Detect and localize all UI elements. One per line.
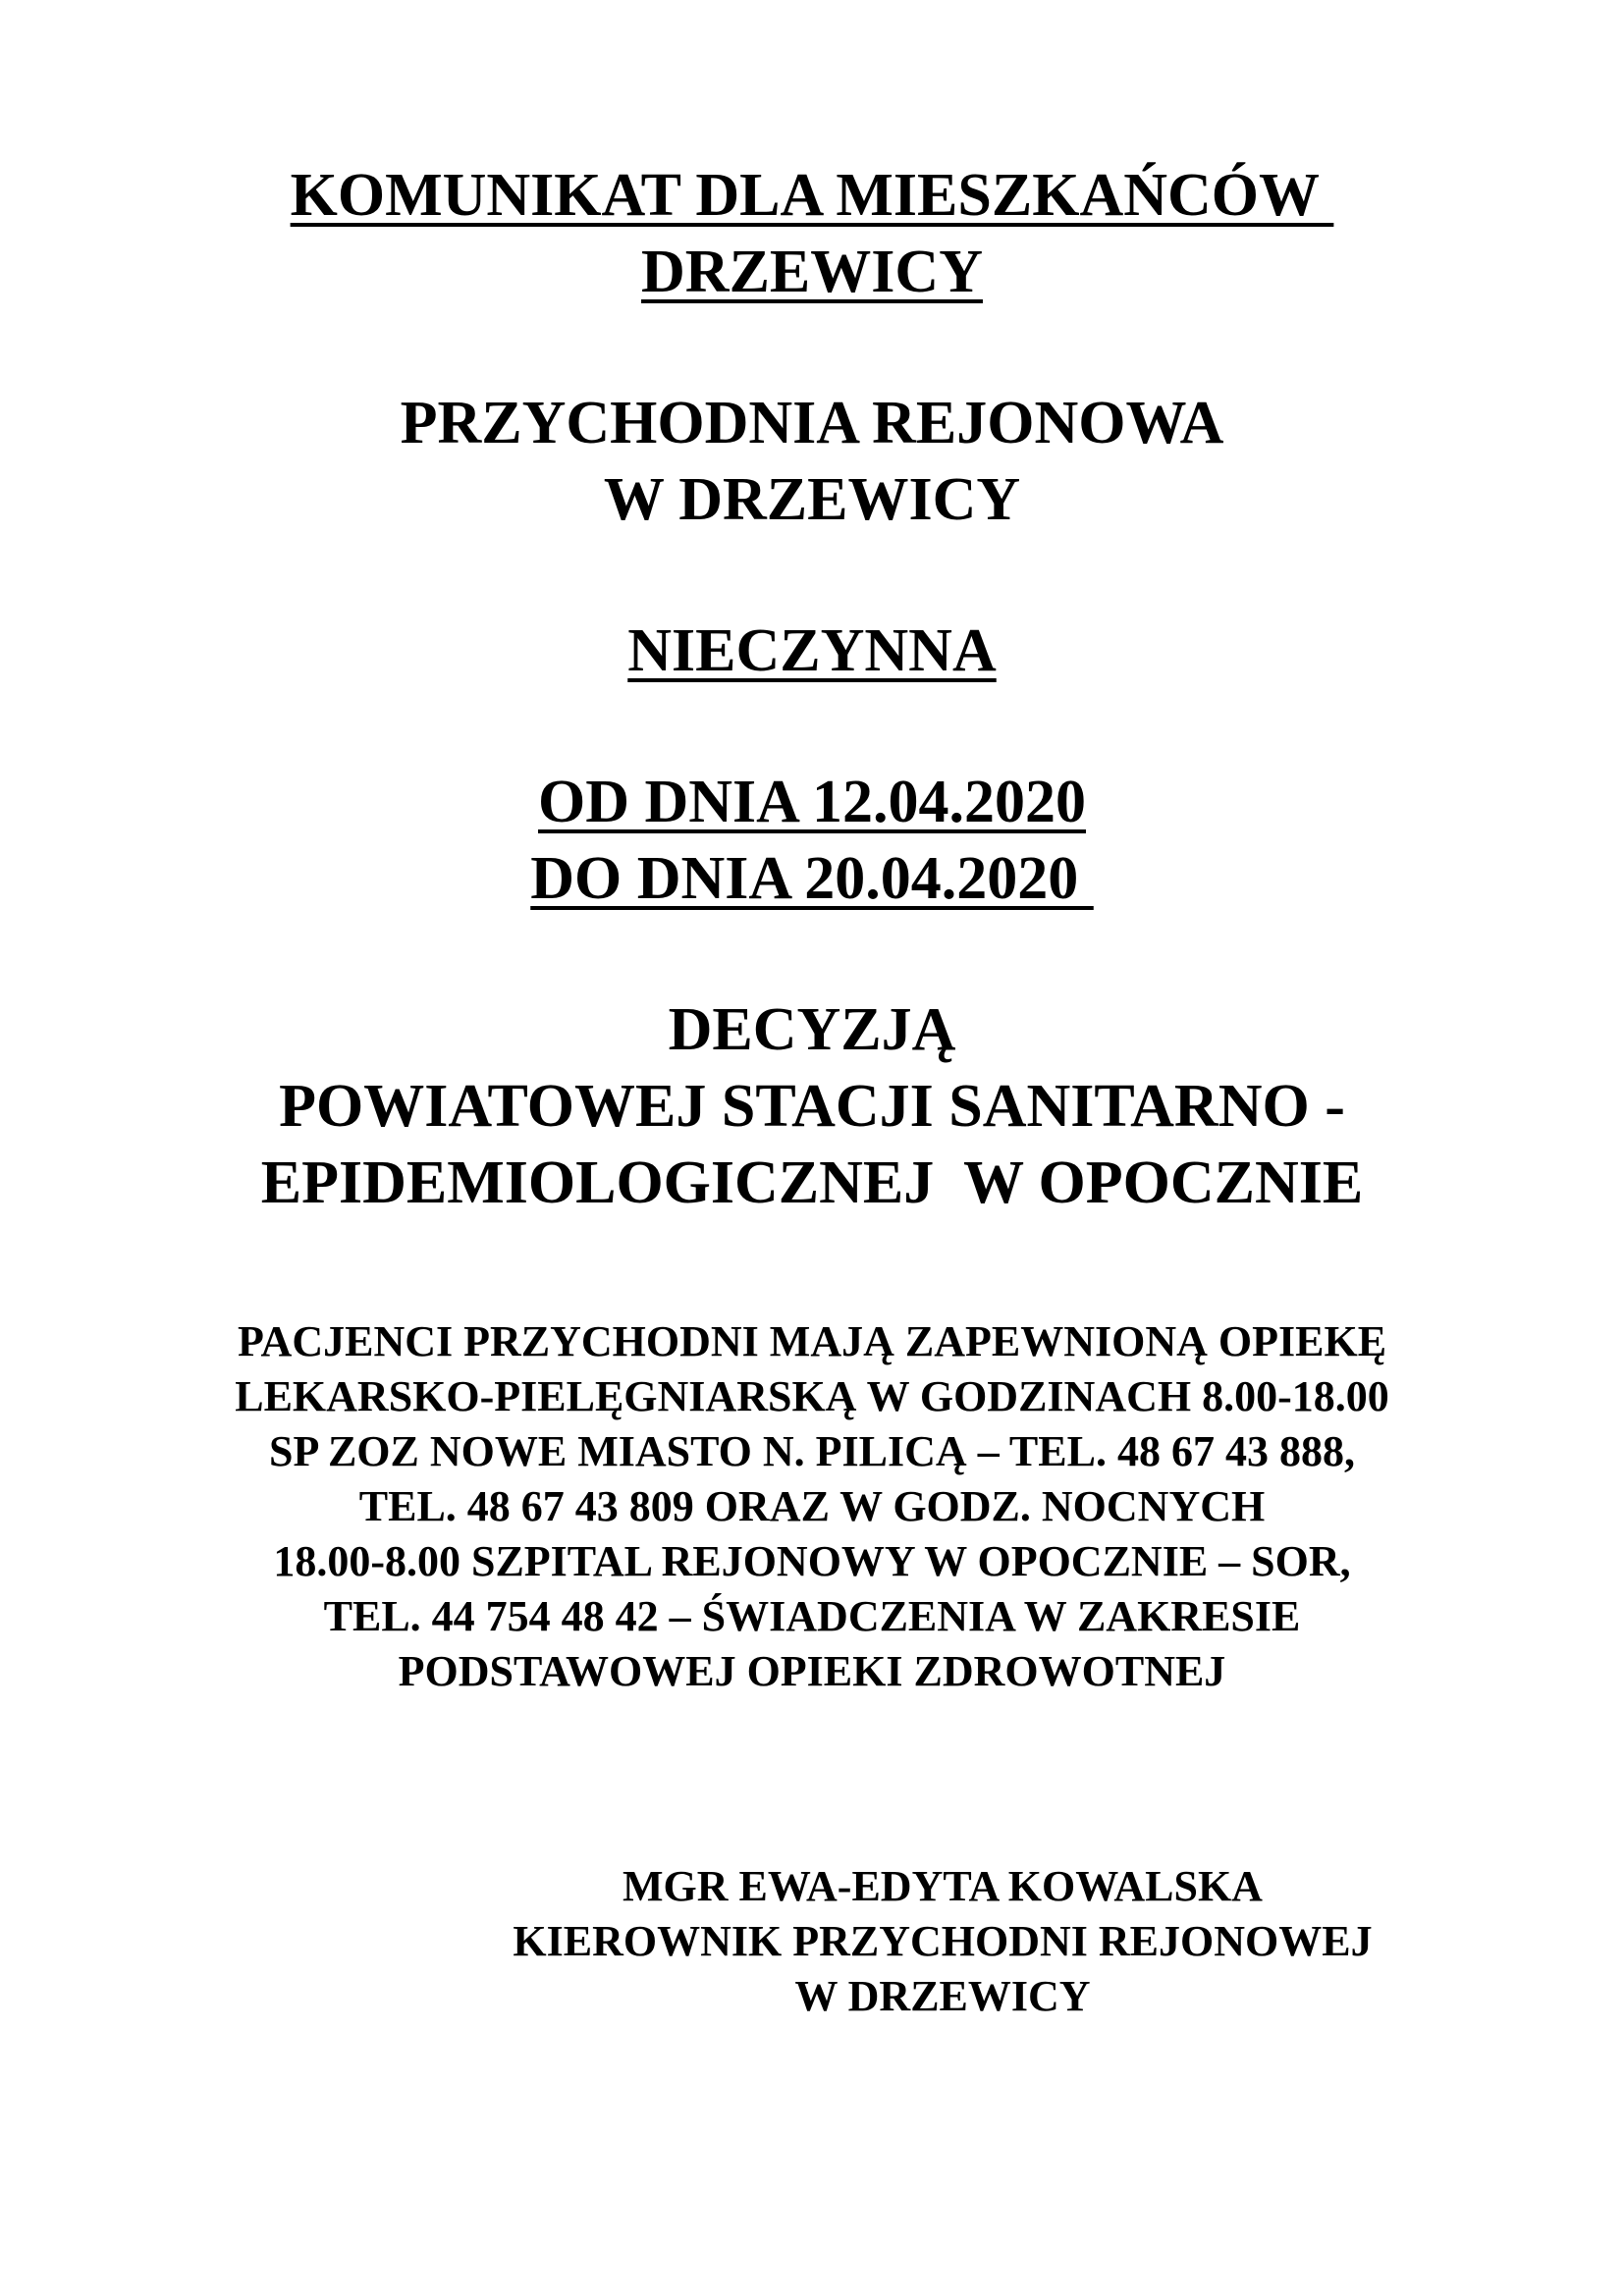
info-line: 18.00-8.00 SZPITAL REJONOWY W OPOCZNIE – SOR, xyxy=(273,1537,1351,1585)
info-line: PODSTAWOWEJ OPIEKI ZDROWOTNEJ xyxy=(398,1647,1226,1695)
info-line: TEL. 44 754 48 42 – ŚWIADCZENIA W ZAKRESIE xyxy=(323,1592,1301,1640)
announcement-heading-line1: KOMUNIKAT DLA MIESZKAŃCÓW xyxy=(290,162,1334,229)
info-line: PACJENCI PRZYCHODNI MAJĄ ZAPEWNIONĄ OPIEKĘ xyxy=(237,1317,1387,1365)
signature-name: MGR EWA-EDYTA KOWALSKA xyxy=(623,1862,1263,1910)
info-line: TEL. 48 67 43 809 ORAZ W GODZ. NOCNYCH xyxy=(358,1482,1266,1530)
decision-line3: EPIDEMIOLOGICZNEJ W OPOCZNIE xyxy=(260,1149,1364,1216)
info-line: LEKARSKO-PIELĘGNIARSKĄ W GODZINACH 8.00-18.00 xyxy=(235,1372,1389,1420)
decision-line1: DECYZJĄ xyxy=(668,996,956,1063)
clinic-name-line1: PRZYCHODNIA REJONOWA xyxy=(400,390,1224,456)
clinic-name-line2: W DRZEWICY xyxy=(603,466,1021,533)
closure-date-to: DO DNIA 20.04.2020 xyxy=(530,845,1094,912)
closure-date-from: OD DNIA 12.04.2020 xyxy=(537,769,1087,835)
clinic-status: NIECZYNNA xyxy=(627,617,997,684)
info-line: SP ZOZ NOWE MIASTO N. PILICĄ – TEL. 48 67 43 888, xyxy=(269,1427,1355,1475)
announcement-heading-line2: DRZEWICY xyxy=(641,239,983,305)
decision-line2: POWIATOWEJ STACJI SANITARNO - xyxy=(279,1073,1345,1140)
signature-place: W DRZEWICY xyxy=(794,1972,1091,2020)
signature-title: KIEROWNIK PRZYCHODNI REJONOWEJ xyxy=(513,1917,1373,1965)
